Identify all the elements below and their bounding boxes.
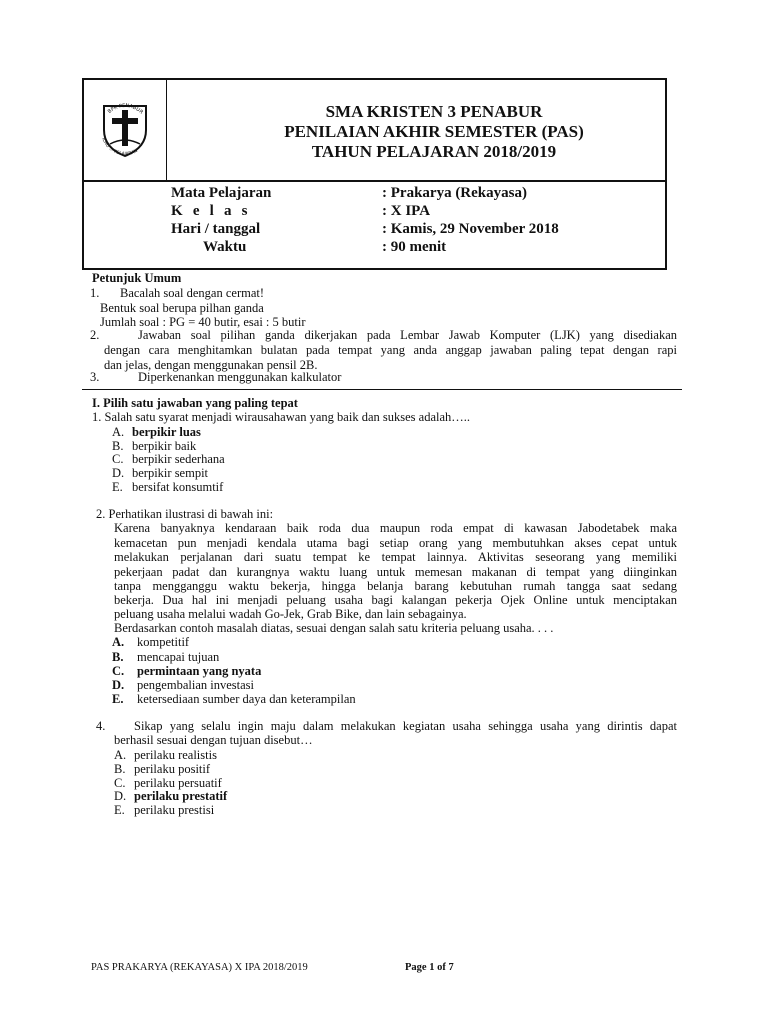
option-e: E. bersifat konsumtif	[112, 480, 224, 494]
question-1-stem: 1. Salah satu syarat menjadi wirausahawan yang baik dan sukses adalah…..	[92, 410, 471, 424]
question-2-passage-line: Karena banyaknya kendaraan baik roda dua maupun roda empat di kawasan Jabodetabek maka	[114, 521, 677, 535]
question-2-passage-line: pekerjaan padat dan kurangnya waktu luang untuk memesan makanan di tempat yang diinginkan	[114, 565, 677, 579]
instruction-1-number: 1.	[90, 286, 100, 300]
option-b: B. perilaku positif	[114, 762, 211, 776]
instruction-3-number: 3.	[90, 370, 100, 384]
exam-header-box	[82, 78, 667, 270]
question-2-passage-line: melakukan perjalanan dari suatu tempat ke tempat lainnya. Aktivitas seseorang yang memiliki	[114, 550, 677, 564]
info-label: Waktu	[203, 239, 247, 255]
info-label: Mata Pelajaran	[171, 185, 272, 201]
question-2-stem: 2. Perhatikan ilustrasi di bawah ini:	[96, 507, 274, 521]
question-2-prompt: Berdasarkan contoh masalah diatas, sesuai dengan salah satu kriteria peluang usaha. . . .	[114, 621, 554, 635]
info-value: : X IPA	[382, 203, 431, 219]
option-b: B. mencapai tujuan	[112, 650, 220, 664]
option-e: E. perilaku prestisi	[114, 803, 215, 817]
option-b: B. berpikir baik	[112, 439, 197, 453]
info-label: K e l a s	[171, 203, 251, 219]
instruction-2-line2: dengan cara menghitamkan bulatan pada tempat yang anda anggap jawaban paling tepat dengan rapi	[104, 343, 677, 357]
instruction-2-line3: dan jelas, dengan menggunakan pensil 2B.	[104, 358, 318, 372]
header-titles	[234, 102, 634, 162]
info-value: : 90 menit	[382, 239, 447, 255]
info-label: Hari / tanggal	[171, 221, 261, 237]
instruction-2-number: 2.	[90, 328, 100, 342]
footer-title: PAS PRAKARYA (REKAYASA) X IPA 2018/2019	[91, 962, 308, 973]
instruction-1-text: Bacalah soal dengan cermat!	[120, 286, 265, 300]
page-number: Page 1 of 7	[405, 962, 454, 973]
instruction-1-sub1: Bentuk soal berupa pilhan ganda	[100, 301, 264, 315]
option-e: E. ketersediaan sumber daya dan keterampilan	[112, 692, 356, 706]
question-2-passage-line: kemacetan pun menjadi kendala utama bagi setiap orang yang membutuhkan akses cepat untuk	[114, 536, 677, 550]
academic-year: TAHUN PELAJARAN 2018/2019	[311, 142, 557, 161]
info-value: : Kamis, 29 November 2018	[382, 221, 559, 237]
section-divider	[82, 389, 682, 390]
question-4-line2: berhasil sesuai dengan tujuan disebut…	[114, 733, 313, 747]
option-a: A. perilaku realistis	[114, 748, 217, 762]
option-c: C. berpikir sederhana	[112, 452, 225, 466]
option-d: D. pengembalian investasi	[112, 678, 254, 692]
option-d: D. berpikir sempit	[112, 466, 209, 480]
info-value: : Prakarya (Rekayasa)	[382, 185, 527, 201]
svg-text:BPK PENABUR: BPK PENABUR	[106, 102, 144, 116]
school-name: SMA KRISTEN 3 PENABUR	[325, 102, 543, 121]
svg-text:ILMU ... PELAJARAN: ILMU ... PELAJARAN	[100, 137, 139, 158]
option-a: A. berpikir luas	[112, 425, 201, 439]
option-a: A. kompetitif	[112, 635, 190, 649]
section-title: I. Pilih satu jawaban yang paling tepat	[92, 396, 298, 410]
question-2-passage-line: tanpa mengganggu waktu bekerja, hingga belanja barang kebutuhan rumah tangga saat sedang	[114, 579, 677, 593]
option-c: C. perilaku persuatif	[114, 776, 222, 790]
option-c: C. permintaan yang nyata	[112, 664, 262, 678]
question-4-number: 4.	[96, 719, 106, 733]
question-2-passage-line: peluang usaha melalui wadah Go-Jek, Grab Bike, dan lain sebagainya.	[114, 607, 467, 621]
question-4-line1: Sikap yang selalu ingin maju dalam melakukan kegiatan usaha sehingga usaha yang dirintis dapat	[134, 719, 677, 733]
instruction-1-sub2: Jumlah soal : PG = 40 butir, esai : 5 butir	[100, 315, 306, 329]
question-2-passage-line: bekerja. Dua hal ini menjadi peluang usaha bagi kalangan pekerja Ojek Online untuk menciptakan	[114, 593, 677, 607]
instructions-title: Petunjuk Umum	[92, 271, 182, 285]
instruction-3-text: Diperkenankan menggunakan kalkulator	[138, 370, 342, 384]
header-top-section	[84, 80, 665, 182]
logo-cell	[84, 80, 167, 180]
exam-name: PENILAIAN AKHIR SEMESTER (PAS)	[284, 122, 584, 141]
option-d: D. perilaku prestatif	[114, 789, 228, 803]
school-logo-icon	[94, 98, 156, 160]
instruction-2-line1: Jawaban soal pilihan ganda dikerjakan pada Lembar Jawab Komputer (LJK) yang disediakan	[138, 328, 677, 342]
